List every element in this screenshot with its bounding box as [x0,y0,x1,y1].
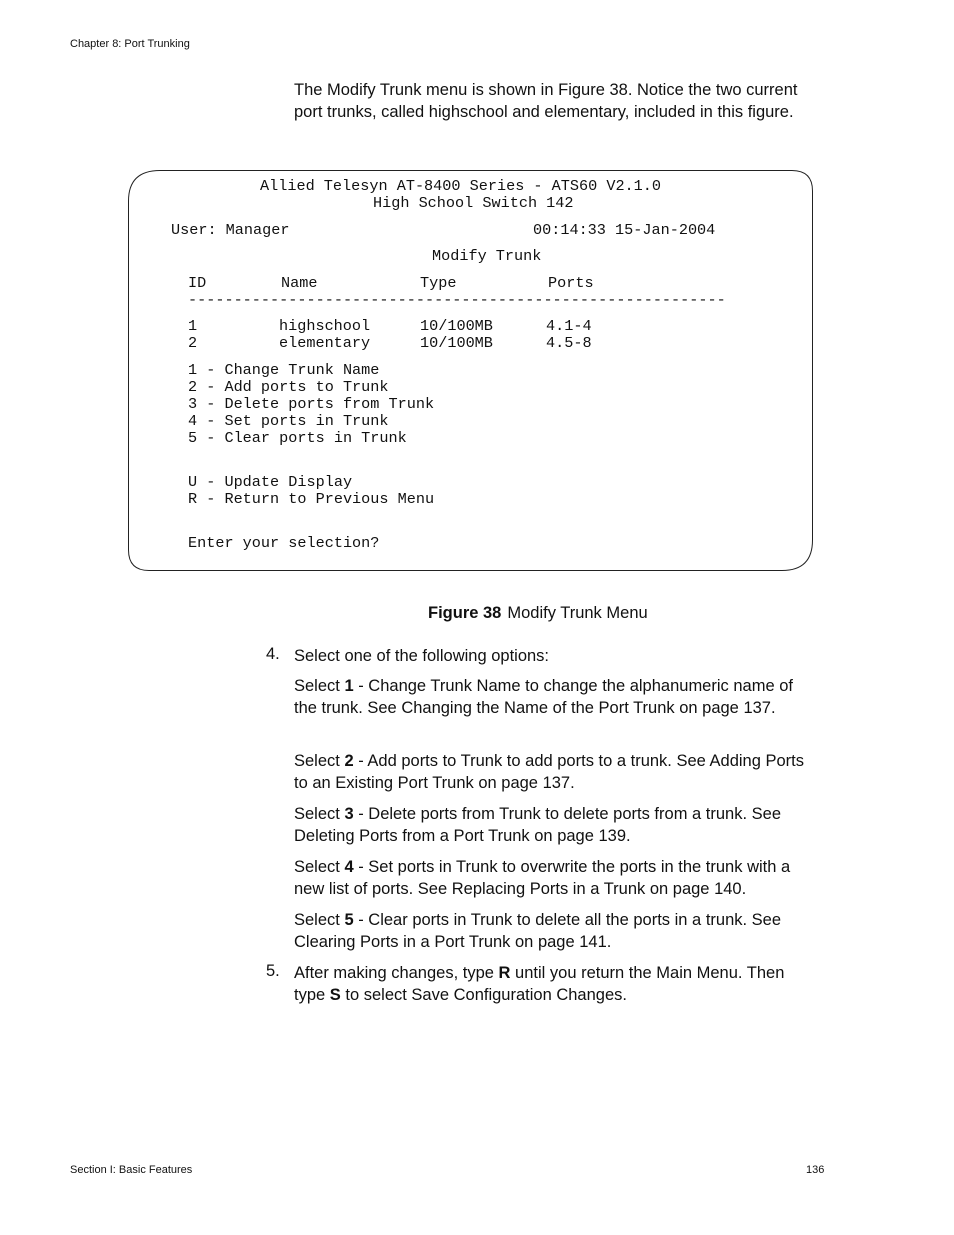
step-5-key-r: R [498,964,511,982]
figure-caption-text: Modify Trunk Menu [507,604,648,622]
terminal-datetime: 00:14:33 15-Jan-2004 [533,221,716,239]
figure-caption-label: Figure 38 [428,604,502,622]
option-1-key: 1 [344,677,354,695]
select-word: Select [294,911,340,929]
option-3-key: 3 [344,805,354,823]
step-5-part-a: After making changes, type [294,964,499,982]
terminal-menu-title: Modify Trunk [432,247,542,265]
option-3-paragraph [294,803,819,847]
step-5-part-b: until you return the Main Menu. Then type [294,964,785,1004]
option-2-key: 2 [344,752,354,770]
step-4-number: 4. [266,645,280,663]
menu-option-delete-ports[interactable]: 3 - Delete ports from Trunk [188,395,435,413]
option-4-key: 4 [344,858,354,876]
page-number: 136 [806,1164,825,1176]
menu-option-return[interactable]: R - Return to Previous Menu [188,490,435,508]
step-5-number: 5. [266,962,280,980]
terminal-title-line2: High School Switch 142 [373,194,574,212]
step-5-key-s: S [329,986,341,1004]
table-row-2-type: 10/100MB [420,334,493,352]
select-word: Select [294,677,340,695]
terminal-user: User: Manager [171,221,290,239]
option-4-paragraph [294,856,819,900]
table-row-1-id: 1 [188,317,198,335]
intro-paragraph: The Modify Trunk menu is shown in Figure 38. Notice the two current port trunks, called highschool and elementary, included in this figure. [294,81,798,121]
step-4-text: Select one of the following options: [294,647,550,665]
table-row-2-id: 2 [188,334,198,352]
table-row-2-name: elementary [279,334,371,352]
option-5-key: 5 [344,911,354,929]
option-4-description: - Set ports in Trunk to overwrite the ports in the trunk with a new list of ports. See Replacing Ports in a Trunk on page 140. [294,858,791,898]
column-header-name: Name [281,274,318,292]
menu-option-clear-ports[interactable]: 5 - Clear ports in Trunk [188,429,407,447]
footer-section: Section I: Basic Features [70,1164,193,1176]
option-5-description: - Clear ports in Trunk to delete all the ports in a trunk. See Clearing Ports in a Port Trunk on page 141. [294,911,782,951]
table-separator: ----------------------------------------------------------- [188,291,726,309]
column-header-type: Type [420,274,457,292]
figure-caption [428,604,648,623]
column-header-ports: Ports [548,274,594,292]
menu-option-update-display[interactable]: U - Update Display [188,473,353,491]
table-row-2-ports: 4.5-8 [546,334,592,352]
menu-option-add-ports[interactable]: 2 - Add ports to Trunk [188,378,389,396]
terminal-figure [128,170,813,571]
page-header: Chapter 8: Port Trunking [70,38,190,50]
menu-option-change-trunk-name[interactable]: 1 - Change Trunk Name [188,361,380,379]
column-header-id: ID [188,274,207,292]
option-5-paragraph [294,909,819,953]
option-1-paragraph [294,675,819,719]
select-word: Select [294,858,340,876]
table-row-1-type: 10/100MB [420,317,493,335]
option-3-description: - Delete ports from Trunk to delete ports from a trunk. See Deleting Ports from a Port Trunk on page 139. [294,805,781,845]
table-row-1-name: highschool [279,317,371,335]
select-word: Select [294,752,340,770]
selection-prompt: Enter your selection? [188,534,380,552]
table-row-1-ports: 4.1-4 [546,317,592,335]
select-word: Select [294,805,340,823]
option-2-description: - Add ports to Trunk to add ports to a trunk. See Adding Ports to an Existing Port Trunk on page 137. [294,752,804,792]
terminal-title-line1: Allied Telesyn AT-8400 Series - ATS60 V2.1.0 [260,177,662,195]
option-2-paragraph [294,750,819,794]
menu-option-set-ports[interactable]: 4 - Set ports in Trunk [188,412,389,430]
step-5-part-c: to select Save Configuration Changes. [340,986,627,1004]
option-1-description: - Change Trunk Name to change the alphanumeric name of the trunk. See Changing the Name of the Port Trunk on page 137. [294,677,793,717]
step-5-text [294,962,819,1006]
